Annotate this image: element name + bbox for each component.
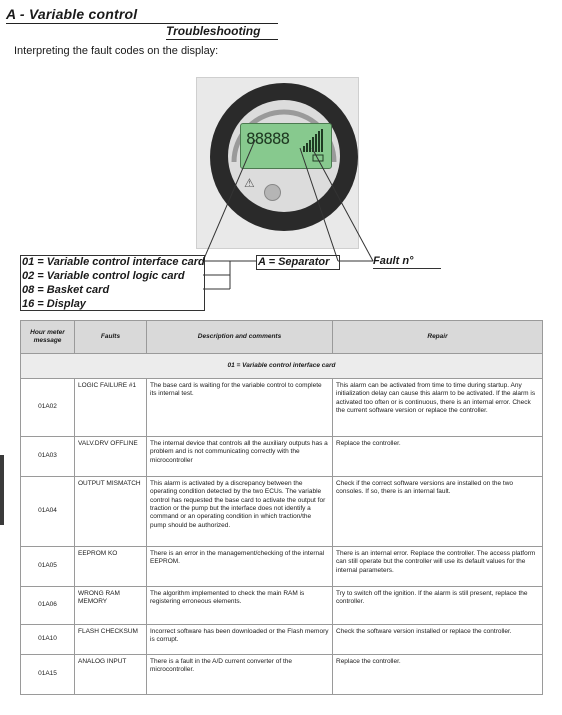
legend-card-08: 08 = Basket card — [22, 284, 110, 296]
lcd-digits: 88888 — [246, 129, 290, 148]
table-row — [21, 547, 543, 587]
row-repair: There is an internal error. Replace the controller. The access platform can still operate but the controller will use its default values for the internal parameters. — [333, 547, 543, 587]
row-description: There is an error in the management/checking of the internal EEPROM. — [147, 547, 333, 587]
legend-card-label: Variable control interface card — [46, 256, 205, 268]
row-code: 01A15 — [21, 655, 75, 695]
header-faults: Faults — [75, 321, 147, 354]
table-row — [21, 587, 543, 625]
row-description: Incorrect software has been downloaded or the Flash memory is corrupt. — [147, 625, 333, 655]
row-repair: This alarm can be activated from time to time during startup. Any initialization delay can cause this alarm to be activated. If the alarm is activated too often or is continuous, there is an internal error. Check the current software version or replace the controller. — [333, 379, 543, 437]
intro-text: Interpreting the fault codes on the display: — [14, 45, 219, 57]
row-description: The algorithm implemented to check the main RAM is registering erroneous elements. — [147, 587, 333, 625]
row-repair: Replace the controller. — [333, 655, 543, 695]
row-fault: WRONG RAM MEMORY — [75, 587, 147, 625]
legend-card-label: Basket card — [46, 284, 110, 296]
row-code: 01A05 — [21, 547, 75, 587]
page-edge-tab — [0, 455, 4, 525]
row-code: 01A10 — [21, 625, 75, 655]
row-fault: EEPROM KO — [75, 547, 147, 587]
legend-card-code: 02 — [22, 270, 35, 282]
header-hour-meter: Hour meter message — [21, 321, 75, 354]
legend-card-code: 16 — [22, 298, 35, 310]
legend-card-code: 08 — [22, 284, 35, 296]
table-header-row — [21, 321, 543, 354]
legend-card-label: Display — [46, 298, 86, 310]
row-description: This alarm is activated by a discrepancy between the operating condition detected by the two ECUs. The variable control has requested the base card to activate the output for traction or the pump but the interface does not identify a command or an operating condition in which traction/the pump should be authorized. — [147, 477, 333, 547]
row-fault: LOGIC FAILURE #1 — [75, 379, 147, 437]
subsection-title: Troubleshooting — [166, 24, 261, 38]
row-fault: ANALOG INPUT — [75, 655, 147, 695]
table-row — [21, 625, 543, 655]
row-fault: FLASH CHECKSUM — [75, 625, 147, 655]
row-repair: Check the software version installed or replace the controller. — [333, 625, 543, 655]
legend-card-16: 16 = Display — [22, 298, 86, 310]
row-description: There is a fault in the A/D current converter of the microcontroller. — [147, 655, 333, 695]
warning-triangle-icon: ⚠ — [244, 176, 255, 190]
legend-card-01: 01 = Variable control interface card — [22, 256, 205, 268]
row-fault: VALV.DRV OFFLINE — [75, 437, 147, 477]
fault-number-rule — [373, 268, 441, 269]
row-repair: Try to switch off the ignition. If the alarm is still present, replace the controller. — [333, 587, 543, 625]
fault-number-legend: Fault n° — [373, 255, 414, 267]
table-row — [21, 477, 543, 547]
header-description: Description and comments — [147, 321, 333, 354]
row-description: The internal device that controls all the auxiliary outputs has a problem and is not communicating correctly with the microcontroller — [147, 437, 333, 477]
row-code: 01A03 — [21, 437, 75, 477]
legend-card-code: 01 — [22, 256, 35, 268]
row-code: 01A04 — [21, 477, 75, 547]
row-code: 01A02 — [21, 379, 75, 437]
legend-card-label: Variable control logic card — [46, 270, 185, 282]
separator-legend: A = Separator — [258, 256, 330, 268]
group-title: 01 = Variable control interface card — [21, 354, 543, 379]
table-group-row — [21, 354, 543, 379]
row-repair: Replace the controller. — [333, 437, 543, 477]
header-repair: Repair — [333, 321, 543, 354]
table-row — [21, 655, 543, 695]
row-fault: OUTPUT MISMATCH — [75, 477, 147, 547]
row-description: The base card is waiting for the variable control to complete its internal test. — [147, 379, 333, 437]
fault-code-table — [20, 320, 543, 695]
table-row — [21, 379, 543, 437]
row-repair: Check if the correct software versions are installed on the two consoles. If so, there is an internal fault. — [333, 477, 543, 547]
table-row — [21, 437, 543, 477]
row-code: 01A06 — [21, 587, 75, 625]
section-title: A - Variable control — [6, 6, 138, 22]
legend-card-02: 02 = Variable control logic card — [22, 270, 185, 282]
